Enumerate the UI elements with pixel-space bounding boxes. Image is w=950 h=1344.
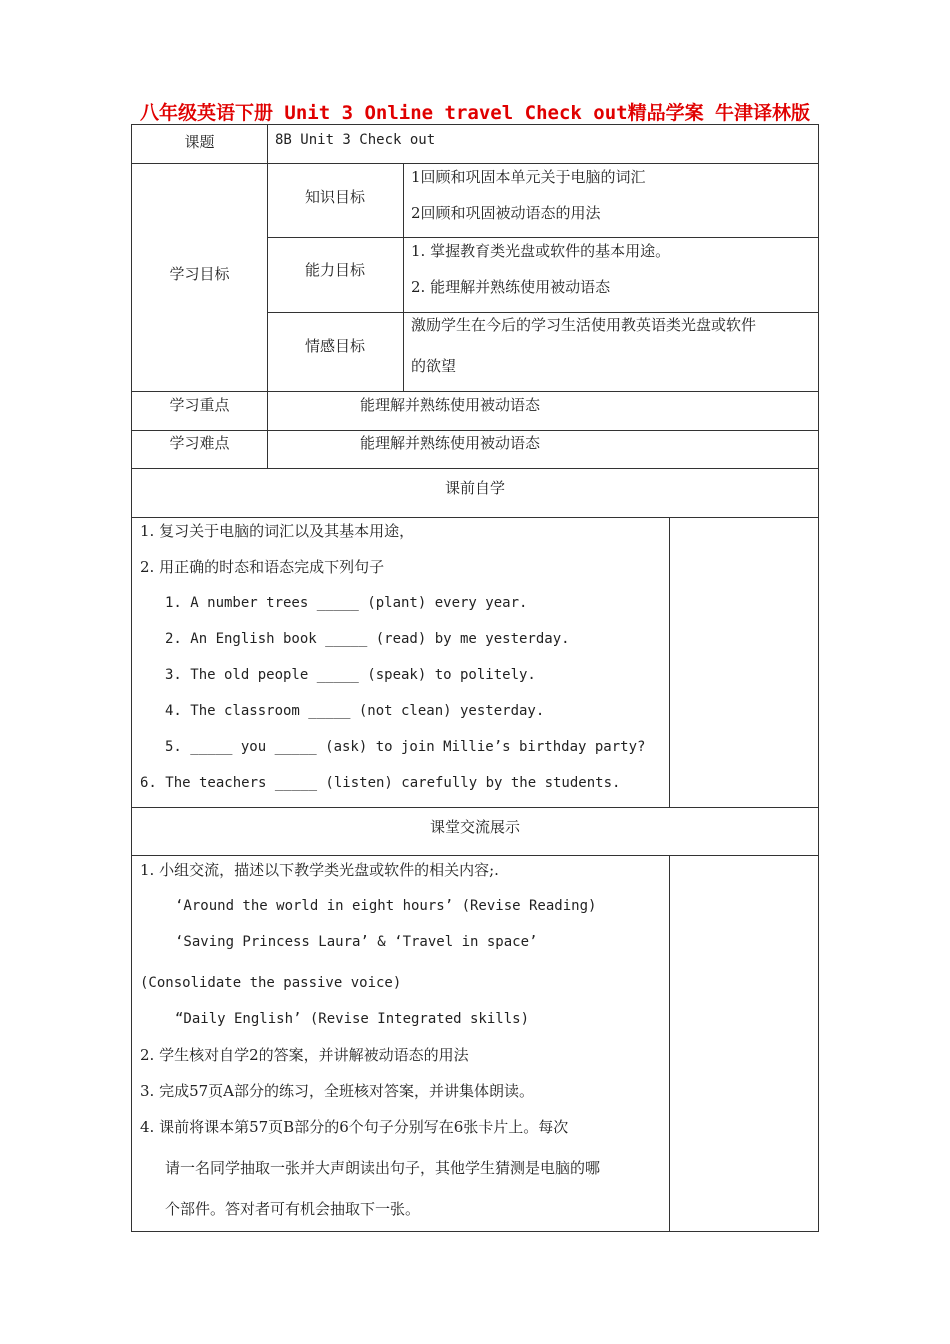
preview-line: 2. 用正确的时态和语态完成下列句子 xyxy=(140,558,385,576)
preview-heading: 课前自学 xyxy=(444,479,505,497)
exercise-sentence: 6. The teachers _____ (listen) carefully by the students. xyxy=(140,775,621,791)
classroom-line: 3. 完成57页A部分的练习，全班核对答案，并讲集体朗读。 xyxy=(140,1082,535,1100)
exercise-sentence: 4. The classroom _____ (not clean) yesterday. xyxy=(165,703,545,719)
ability-goal-item: 2. 能理解并熟练使用被动语态 xyxy=(411,278,611,296)
ability-goal-item: 1. 掌握教育类光盘或软件的基本用途。 xyxy=(411,242,671,260)
classroom-heading: 课堂交流展示 xyxy=(429,818,520,836)
classroom-line: 个部件。答对者可有机会抽取下一张。 xyxy=(165,1200,421,1218)
classroom-line: 1. 小组交流，描述以下教学类光盘或软件的相关内容;. xyxy=(140,861,499,879)
lesson-plan-table xyxy=(131,124,819,1232)
classroom-line: (Consolidate the passive voice) xyxy=(140,975,402,991)
exercise-sentence: 2. An English book _____ (read) by me yesterday. xyxy=(165,631,570,647)
difficulty-label: 学习难点 xyxy=(169,434,230,452)
exercise-sentence: 3. The old people _____ (speak) to politely. xyxy=(165,667,536,683)
classroom-line: 4. 课前将课本第57页B部分的6个句子分别写在6张卡片上。每次 xyxy=(140,1118,569,1136)
knowledge-goal-label: 知识目标 xyxy=(304,188,365,206)
classroom-line: 请一名同学抽取一张并大声朗读出句子，其他学生猜测是电脑的哪 xyxy=(165,1159,601,1177)
emotion-goal-label: 情感目标 xyxy=(304,337,365,355)
objectives-label: 学习目标 xyxy=(169,265,230,283)
topic-label: 课题 xyxy=(184,133,215,151)
document-title: 八年级英语下册 Unit 3 Online travel Check out精品学案 牛津译林版 xyxy=(139,102,811,124)
emotion-goal-line: 的欲望 xyxy=(411,357,457,375)
ability-goal-label: 能力目标 xyxy=(304,261,365,279)
key-point-value: 能理解并熟练使用被动语态 xyxy=(360,396,541,414)
topic-value: 8B Unit 3 Check out xyxy=(275,132,436,148)
key-point-label: 学习重点 xyxy=(169,396,230,414)
knowledge-goal-item: 2回顾和巩固被动语态的用法 xyxy=(411,204,601,222)
exercise-sentence: 5. _____ you _____ (ask) to join Millie’s birthday party? xyxy=(165,739,646,755)
emotion-goal-line: 激励学生在今后的学习生活使用教英语类光盘或软件 xyxy=(411,316,757,334)
classroom-line: “Daily English’ (Revise Integrated skills) xyxy=(175,1011,530,1027)
classroom-line: 2. 学生核对自学2的答案，并讲解被动语态的用法 xyxy=(140,1046,469,1064)
classroom-line: ‘Around the world in eight hours’ (Revise Reading) xyxy=(175,898,597,914)
difficulty-value: 能理解并熟练使用被动语态 xyxy=(360,434,541,452)
preview-line: 1. 复习关于电脑的词汇以及其基本用途， xyxy=(140,522,415,540)
knowledge-goal-item: 1回顾和巩固本单元关于电脑的词汇 xyxy=(411,168,646,186)
classroom-line: ‘Saving Princess Laura’ & ‘Travel in space’ xyxy=(175,934,538,950)
exercise-sentence: 1. A number trees _____ (plant) every year. xyxy=(165,595,528,611)
